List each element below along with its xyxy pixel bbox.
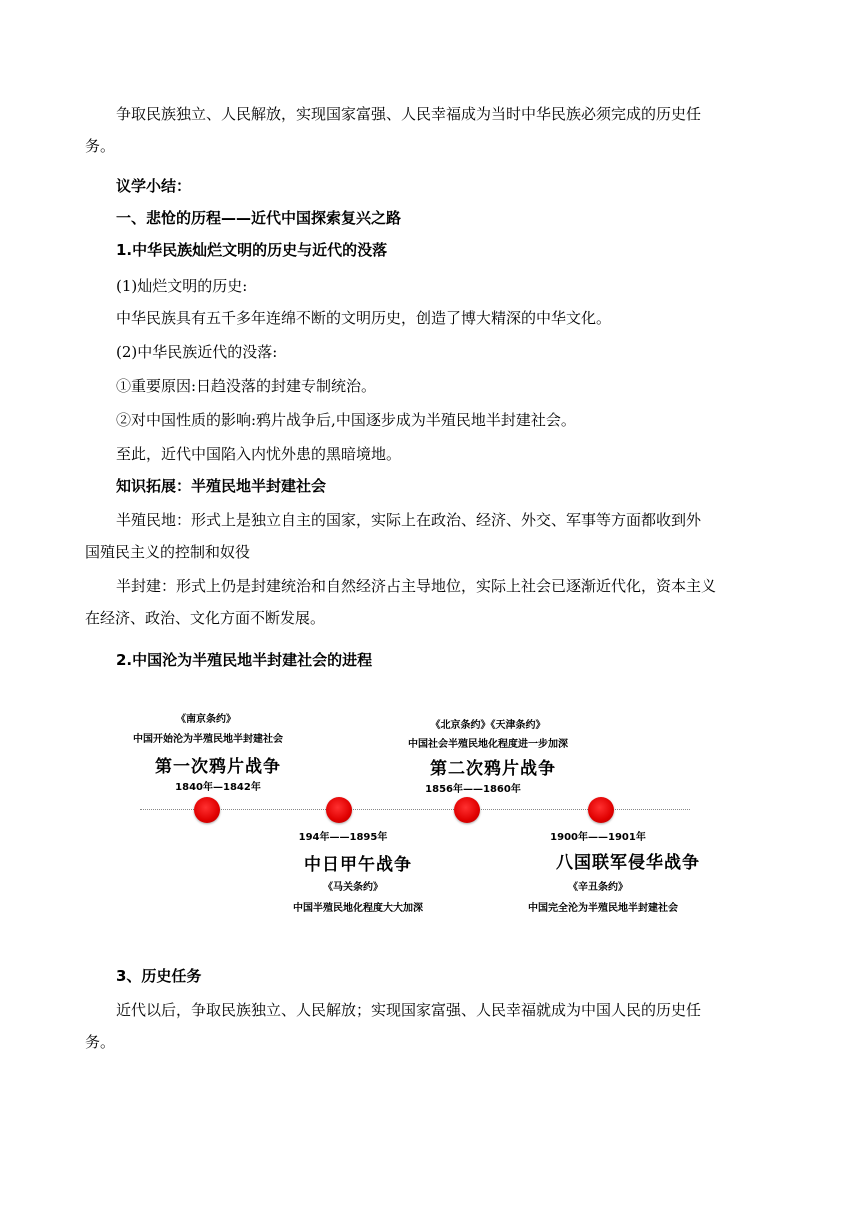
semifeudal-line2: 在经济、政治、文化方面不断发展。 <box>85 609 326 627</box>
event4-dot <box>588 797 614 823</box>
item1-text: 中华民族具有五千多年连绵不断的文明历史，创造了博大精深的中华文化。 <box>116 309 612 327</box>
section3-line1: 近代以后，争取民族独立、人民解放；实现国家富强、人民幸福就成为中国人民的历史任 <box>116 1001 702 1019</box>
event1-dot <box>194 797 220 823</box>
intro-paragraph-line1 <box>116 98 786 130</box>
semifeudal-line1: 半封建：形式上仍是封建统治和自然经济占主导地位，实际上社会已逐渐近代化，资本主义 <box>116 577 717 595</box>
summary-title: 议学小结： <box>116 177 192 195</box>
event2-effect: 中国半殖民地化程度大大加深 <box>293 903 423 914</box>
extension-title: 知识拓展：半殖民地半封建社会 <box>116 477 327 495</box>
item2-point2: ②对中国性质的影响:鸦片战争后,中国逐步成为半殖民地半封建社会。 <box>116 411 576 429</box>
event1-effect: 中国开始沦为半殖民地半封建社会 <box>133 734 283 745</box>
item2-conclusion: 至此，近代中国陷入内忧外患的黑暗境地。 <box>116 445 402 463</box>
sub1-title: 1.中华民族灿烂文明的历史与近代的没落 <box>116 241 388 259</box>
event3-dot <box>454 797 480 823</box>
intro-text-end: 务。 <box>85 137 116 155</box>
event4-treaty: 《辛丑条约》 <box>568 882 628 893</box>
event1-treaty: 《南京条约》 <box>176 714 236 725</box>
event1-years: 1840年—1842年 <box>175 782 261 793</box>
item2-label: (2)中华民族近代的没落: <box>116 343 278 361</box>
event2-years: 194年——1895年 <box>298 832 388 843</box>
event2-treaty: 《马关条约》 <box>323 882 383 893</box>
semicolonial-line1: 半殖民地：形式上是独立自主的国家，实际上在政治、经济、外交、军事等方面都收到外 <box>116 511 702 529</box>
event2-dot <box>326 797 352 823</box>
event4-effect: 中国完全沦为半殖民地半封建社会 <box>528 903 678 914</box>
item1-label: (1)灿烂文明的历史: <box>116 277 248 295</box>
event4-years: 1900年——1901年 <box>550 832 646 843</box>
event2-war: 中日甲午战争 <box>304 855 412 875</box>
item2-point1: ①重要原因:日趋没落的封建专制统治。 <box>116 377 377 395</box>
event3-effect: 中国社会半殖民地化程度进一步加深 <box>408 739 568 750</box>
event3-war: 第二次鸦片战争 <box>430 759 556 779</box>
event1-war: 第一次鸦片战争 <box>155 757 281 777</box>
intro-text-start: 争取民族独立、人民解放，实现国家富强、人民幸福成为当时中华民族必须完成的历史任 <box>116 105 702 123</box>
sub2-title: 2.中国沦为半殖民地半封建社会的进程 <box>116 651 373 669</box>
section1-title: 一、悲怆的历程——近代中国探索复兴之路 <box>116 209 402 227</box>
semicolonial-line2: 国殖民主义的控制和奴役 <box>85 543 251 561</box>
event4-war: 八国联军侵华战争 <box>556 853 700 873</box>
intro-paragraph-line2 <box>85 130 786 162</box>
event3-treaty: 《北京条约》《天津条约》 <box>430 720 546 731</box>
section3-title: 3、历史任务 <box>116 967 202 985</box>
event3-years: 1856年——1860年 <box>425 784 521 795</box>
section3-line2: 务。 <box>85 1033 116 1051</box>
history-timeline <box>108 700 718 920</box>
